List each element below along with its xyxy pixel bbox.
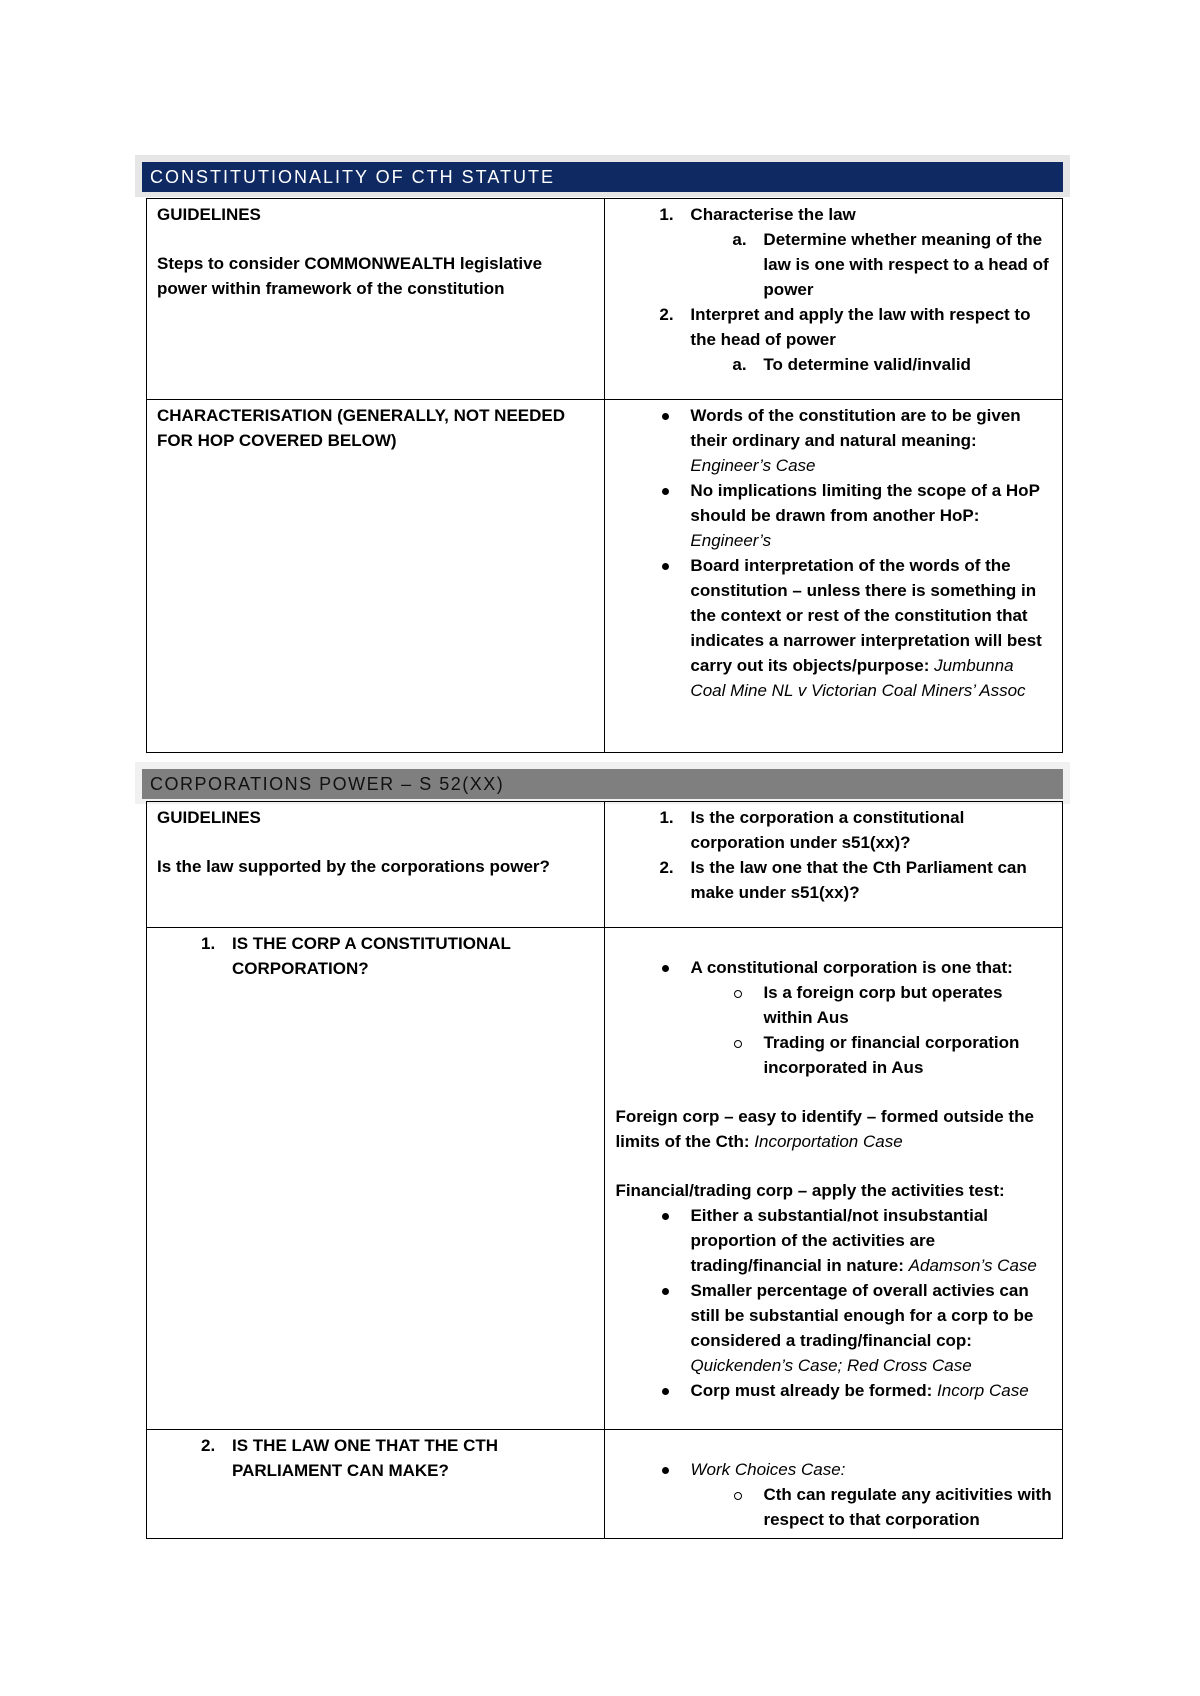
case-citation: Jumbunna Coal Mine NL v Victorian Coal Miners’ Assoc (690, 656, 1026, 700)
table-row (147, 802, 1063, 928)
cth-law-cell (147, 1430, 605, 1539)
list-item: Board interpretation of the words of the constitution – unless there is something in the context or rest of the constitution that indicates a narrower interpretation will best carry out its objects/purpose: Jumbunna Coal Mine NL v Victorian Coal Miners’ Assoc (615, 553, 1052, 703)
list-item: Is a foreign corp but operates within Aus (615, 980, 1052, 1030)
case-citation: Work Choices Case: (690, 1460, 846, 1479)
bullet-icon (662, 1213, 669, 1220)
list-item: 1. Is the corporation a constitutional corporation under s51(xx)? (659, 808, 965, 852)
section-header-constitutionality (135, 155, 1070, 197)
bullet-icon (662, 1467, 669, 1474)
guidelines-heading: GUIDELINES (157, 808, 261, 827)
cth-law-detail-cell (605, 1430, 1063, 1539)
table-row (147, 199, 1063, 400)
characterisation-bullets (615, 403, 1052, 703)
list-item: a. Determine whether meaning of the law is one with respect to a head of power (732, 230, 1049, 299)
constitutionality-table (146, 198, 1063, 753)
circle-bullet-icon (734, 1492, 742, 1500)
corporations-table (146, 801, 1063, 1539)
work-choices-bullets (615, 1457, 1052, 1532)
case-citation: Adamson’s Case (908, 1256, 1037, 1275)
table-row (147, 400, 1063, 753)
guidelines-cell (147, 199, 605, 400)
list-item: Corp must already be formed: Incorp Case (615, 1378, 1052, 1403)
case-citation: Engineer’s (690, 531, 772, 550)
section-title: CONSTITUTIONALITY OF CTH STATUTE (142, 162, 1063, 192)
list-item: Either a substantial/not insubstantial proportion of the activities are trading/financial in nature: Adamson’s Case (615, 1203, 1052, 1278)
bullet-icon (662, 1288, 669, 1295)
constitutional-corp-heading: 1. IS THE CORP A CONSTITUTIONAL CORPORATION? (201, 934, 511, 978)
list-item: Trading or financial corporation incorporated in Aus (615, 1030, 1052, 1080)
list-item: a. To determine valid/invalid (732, 355, 971, 374)
constitutional-corp-cell (147, 928, 605, 1430)
circle-bullet-icon (734, 1040, 742, 1048)
guidelines-cell (147, 802, 605, 928)
foreign-corp-paragraph: Foreign corp – easy to identify – formed outside the limits of the Cth: Incorportation Case (615, 1107, 1034, 1151)
characterisation-heading: CHARACTERISATION (GENERALLY, NOT NEEDED FOR HOP COVERED BELOW) (157, 406, 566, 450)
list-item: Smaller percentage of overall activies can still be substantial enough for a corp to be considered a trading/financial cop: Quickenden’s Case; Red Cross Case (615, 1278, 1052, 1378)
cth-law-heading: 2. IS THE LAW ONE THAT THE CTH PARLIAMENT CAN MAKE? (201, 1436, 499, 1480)
constitutional-corp-detail-cell (605, 928, 1063, 1430)
list-item: Words of the constitution are to be given their ordinary and natural meaning: Engineer’s Case (615, 403, 1052, 478)
bullet-icon (662, 1388, 669, 1395)
list-item: No implications limiting the scope of a HoP should be drawn from another HoP: Engineer’s (615, 478, 1052, 553)
circle-bullet-icon (734, 990, 742, 998)
list-item: 1. Characterise the law a. Determine whether meaning of the law is one with respect to a head of power (615, 202, 1052, 302)
activities-test-bullets (615, 1203, 1052, 1403)
list-item: A constitutional corporation is one that: Is a foreign corp but operates within Aus Trading or financial corporation incorporated in Aus (615, 955, 1052, 1080)
characterisation-cell (147, 400, 605, 753)
list-item: Cth can regulate any acitivities with respect to that corporation (615, 1482, 1052, 1532)
case-citation: Engineer’s Case (690, 456, 816, 475)
questions-cell (605, 802, 1063, 928)
definition-bullets (615, 955, 1052, 1080)
bullet-icon (662, 488, 669, 495)
list-item: 2. Is the law one that the Cth Parliament can make under s51(xx)? (659, 858, 1027, 902)
steps-list (615, 202, 1052, 377)
financial-corp-heading: Financial/trading corp – apply the activities test: (615, 1181, 1005, 1200)
section-title: CORPORATIONS POWER – S 52(XX) (142, 769, 1063, 799)
questions-list (615, 805, 1052, 905)
steps-cell (605, 199, 1063, 400)
section-header-corporations (135, 762, 1070, 804)
bullet-icon (662, 563, 669, 570)
bullet-icon (662, 413, 669, 420)
table-row (147, 928, 1063, 1430)
guidelines-text: Steps to consider COMMONWEALTH legislative power within framework of the constitution (157, 254, 543, 298)
case-citation: Incorp Case (937, 1381, 1029, 1400)
table-row (147, 1430, 1063, 1539)
list-item (615, 1457, 1052, 1532)
guidelines-text: Is the law supported by the corporations power? (157, 857, 550, 876)
guidelines-heading: GUIDELINES (157, 205, 261, 224)
case-citation: Quickenden’s Case; Red Cross Case (690, 1356, 972, 1375)
bullet-icon (662, 965, 669, 972)
case-citation: Incorportation Case (754, 1132, 903, 1151)
characterisation-rules-cell (605, 400, 1063, 753)
list-item: 2. Interpret and apply the law with respect to the head of power a. To determine valid/invalid (615, 302, 1052, 377)
